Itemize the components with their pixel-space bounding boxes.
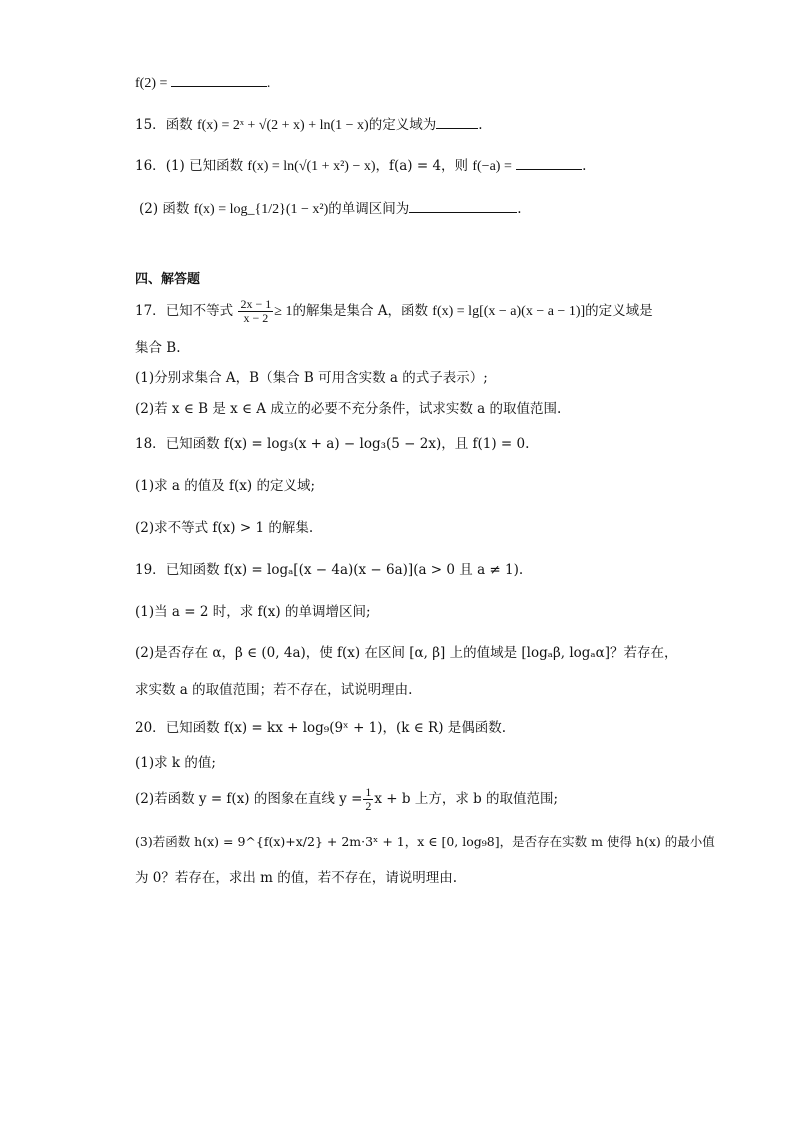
prev-expression: f(2) = [135, 76, 168, 91]
question-17-part-1: (1)分别求集合 A，B（集合 B 可用含实数 a 的式子表示）; [135, 370, 488, 386]
question-number: 15． [135, 117, 166, 133]
math-expression: f(x) = ln(√(1 + x²) − x) [247, 159, 376, 174]
question-number: 16． [135, 158, 166, 174]
question-15: 15．函数 f(x) = 2ˣ + √(2 + x) + ln(1 − x)的定义域为 . [135, 114, 483, 136]
answer-blank[interactable] [409, 198, 517, 213]
question-17-part-2: (2)若 x ∈ B 是 x ∈ A 成立的必要不充分条件，试求实数 a 的取值范围. [135, 401, 562, 417]
prev-answer-line: f(2) = . [135, 72, 270, 94]
question-18-stem: 18．已知函数 f(x) = log₃(x + a) − log₃(5 − 2x)，且 f(1) = 0. [135, 436, 530, 452]
question-19-part-2-cont: 求实数 a 的取值范围；若不存在，试说明理由. [135, 682, 413, 698]
question-17-stem-cont: 集合 B. [135, 340, 181, 356]
question-20-part-2: (2)若函数 y = f(x) 的图象在直线 y = $\frac{1}{2}$ x + b 上方，求 b 的取值范围; [135, 785, 559, 813]
answer-blank[interactable] [171, 72, 267, 87]
question-number: 18． [135, 436, 166, 452]
question-18-part-2: (2)求不等式 f(x) > 1 的解集. [135, 520, 314, 536]
answer-blank[interactable] [436, 114, 478, 129]
section-title: 四、解答题 [135, 272, 201, 287]
half-fraction: $\frac{1}{2}$ [365, 785, 372, 813]
question-19-part-2: (2)是否存在 α，β ∈ (0, 4a)，使 f(x) 在区间 [α, β] 上的值域是 [logₐβ, logₐα]？若存在， [135, 645, 678, 661]
math-expression: f(x) = 2ˣ + √(2 + x) + ln(1 − x) [196, 118, 369, 133]
question-20-stem: 20．已知函数 f(x) = kx + log₉(9ˣ + 1)，(k ∈ R) 是偶函数. [135, 720, 507, 736]
question-number: 17． [135, 303, 166, 319]
question-number: 20． [135, 720, 166, 736]
inequality-fraction: $\frac{2x - 1}{x - 2}$ [240, 297, 272, 325]
question-number: 19． [135, 562, 166, 578]
question-19-stem: 19．已知函数 f(x) = logₐ[(x − 4a)(x − 6a)](a > 0 且 a ≠ 1). [135, 562, 524, 578]
answer-blank[interactable] [516, 155, 582, 170]
question-17-stem: 17．已知不等式 $\frac{2x - 1}{x - 2}$ ≥ 1的解集是集合 A，函数 f(x) = lg[(x − a)(x − a − 1)]的定义域是 [135, 297, 653, 325]
math-expression: f(x) = lg[(x − a)(x − a − 1)] [432, 304, 586, 319]
question-18-part-1: (1)求 a 的值及 f(x) 的定义域; [135, 478, 316, 494]
question-20-part-3-cont: 为 0？若存在，求出 m 的值，若不存在，请说明理由. [135, 870, 458, 886]
question-19-part-1: (1)当 a = 2 时，求 f(x) 的单调增区间; [135, 604, 371, 620]
question-20-part-3: (3)若函数 h(x) = 9^{f(x)+x/2} + 2m·3ˣ + 1，x ∈ [0, log₉8]，是否存在实数 m 使得 h(x) 的最小值 [135, 834, 715, 849]
question-20-part-1: (1)求 k 的值; [135, 755, 216, 771]
math-expression: f(x) = log_{1/2}(1 − x²) [193, 202, 329, 217]
question-16-part-2: (2) 函数 f(x) = log_{1/2}(1 − x²)的单调区间为 . [139, 198, 522, 220]
question-16-part-1: 16．(1) 已知函数 f(x) = ln(√(1 + x²) − x)，f(a) = 4，则 f(−a) = . [135, 155, 586, 177]
